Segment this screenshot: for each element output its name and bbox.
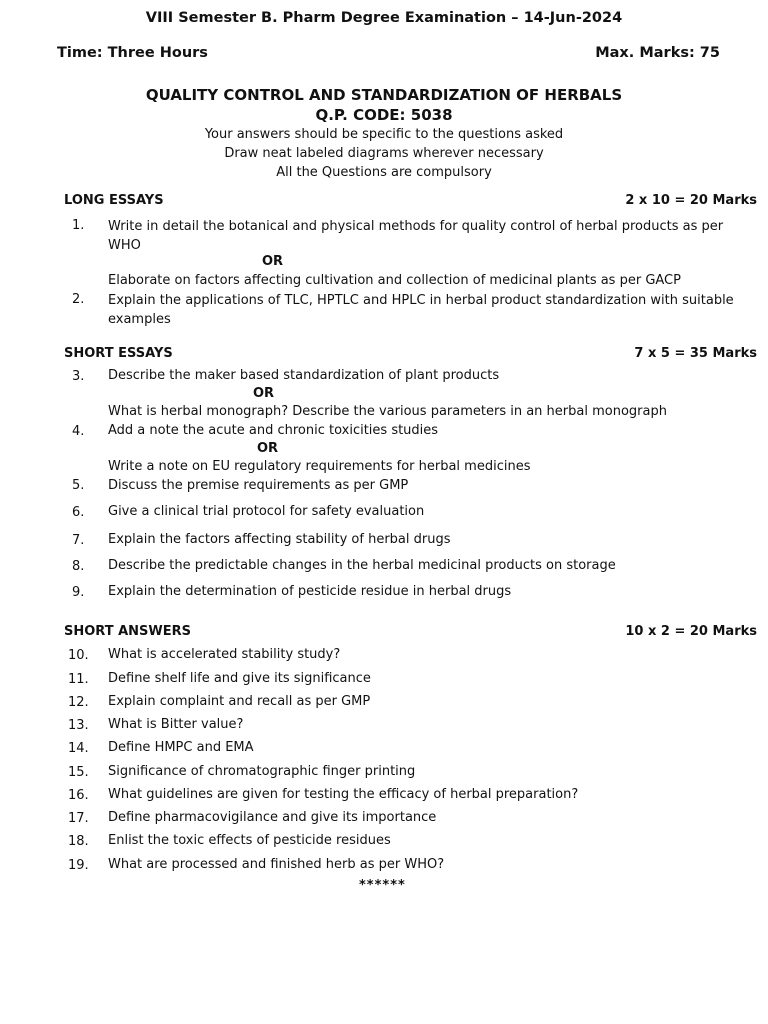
question-number: 1. [72,218,85,233]
question-number: 12. [68,695,89,710]
question-number: 19. [68,858,89,873]
question-text: Describe the maker based standardization of plant products [108,368,500,383]
exam-duration: Time: Three Hours [57,45,208,61]
question-text: Give a clinical trial protocol for safety evaluation [108,504,425,519]
section-title-short-answers: SHORT ANSWERS [64,624,192,639]
question-text: Explain the determination of pesticide residue in herbal drugs [108,584,512,599]
question-text: Add a note the acute and chronic toxicities studies [108,423,439,438]
question-number: 16. [68,788,89,803]
question-text: Define shelf life and give its significance [108,671,371,686]
question-text: Explain complaint and recall as per GMP [108,694,371,709]
question-text: Significance of chromatographic finger printing [108,764,416,779]
section-title-short-essays: SHORT ESSAYS [64,346,173,361]
question-text: What is accelerated stability study? [108,647,341,662]
question-number: 17. [68,811,89,826]
question-number: 4. [72,424,85,439]
question-number: 2. [72,292,85,307]
question-text: What are processed and finished herb as per WHO? [108,857,445,872]
question-number: 15. [68,765,89,780]
question-text: Enlist the toxic effects of pesticide residues [108,833,391,848]
question-text: Describe the predictable changes in the herbal medicinal products on storage [108,558,616,573]
end-marker: ****** [359,878,406,893]
question-text: Write in detail the botanical and physical methods for quality control of herbal products as per WHO [108,219,724,253]
max-marks: Max. Marks: 75 [595,45,720,61]
section-title-long-essays: LONG ESSAYS [64,193,164,208]
question-number: 13. [68,718,89,733]
section-marks-short-essays: 7 x 5 = 35 Marks [634,346,757,361]
question-number: 11. [68,672,89,687]
question-number: 5. [72,478,85,493]
question-number: 14. [68,741,89,756]
or-separator: OR [253,386,275,401]
question-number: 9. [72,585,85,600]
instruction-line: Your answers should be specific to the questions asked [204,127,564,142]
question-text: Define HMPC and EMA [108,740,254,755]
question-number: 7. [72,533,85,548]
question-number: 3. [72,369,85,384]
instruction-line: Draw neat labeled diagrams wherever necessary [224,146,544,161]
question-text: Define pharmacovigilance and give its importance [108,810,437,825]
question-text: What is Bitter value? [108,717,244,732]
question-text: What guidelines are given for testing the efficacy of herbal preparation? [108,787,579,802]
question-text: Discuss the premise requirements as per GMP [108,478,409,493]
question-alternative: Elaborate on factors affecting cultivation and collection of medicinal plants as per GACP [108,273,681,288]
question-text: Explain the factors affecting stability of herbal drugs [108,532,451,547]
section-marks-short-answers: 10 x 2 = 20 Marks [625,624,757,639]
question-number: 18. [68,834,89,849]
qp-code: Q.P. CODE: 5038 [315,106,453,124]
section-marks-long-essays: 2 x 10 = 20 Marks [625,193,757,208]
question-alternative: What is herbal monograph? Describe the various parameters in an herbal monograph [108,404,667,419]
question-number: 6. [72,505,85,520]
question-text: Explain the applications of TLC, HPTLC and HPLC in herbal product standardization with suitable examples [108,293,734,327]
subject-title: QUALITY CONTROL AND STANDARDIZATION OF HERBALS [145,86,623,104]
exam-title: VIII Semester B. Pharm Degree Examination – 14-Jun-2024 [145,10,623,26]
or-separator: OR [257,441,279,456]
question-number: 8. [72,559,85,574]
or-separator: OR [262,254,284,269]
question-alternative: Write a note on EU regulatory requirements for herbal medicines [108,459,531,474]
question-number: 10. [68,648,89,663]
instruction-line: All the Questions are compulsory [276,165,492,180]
